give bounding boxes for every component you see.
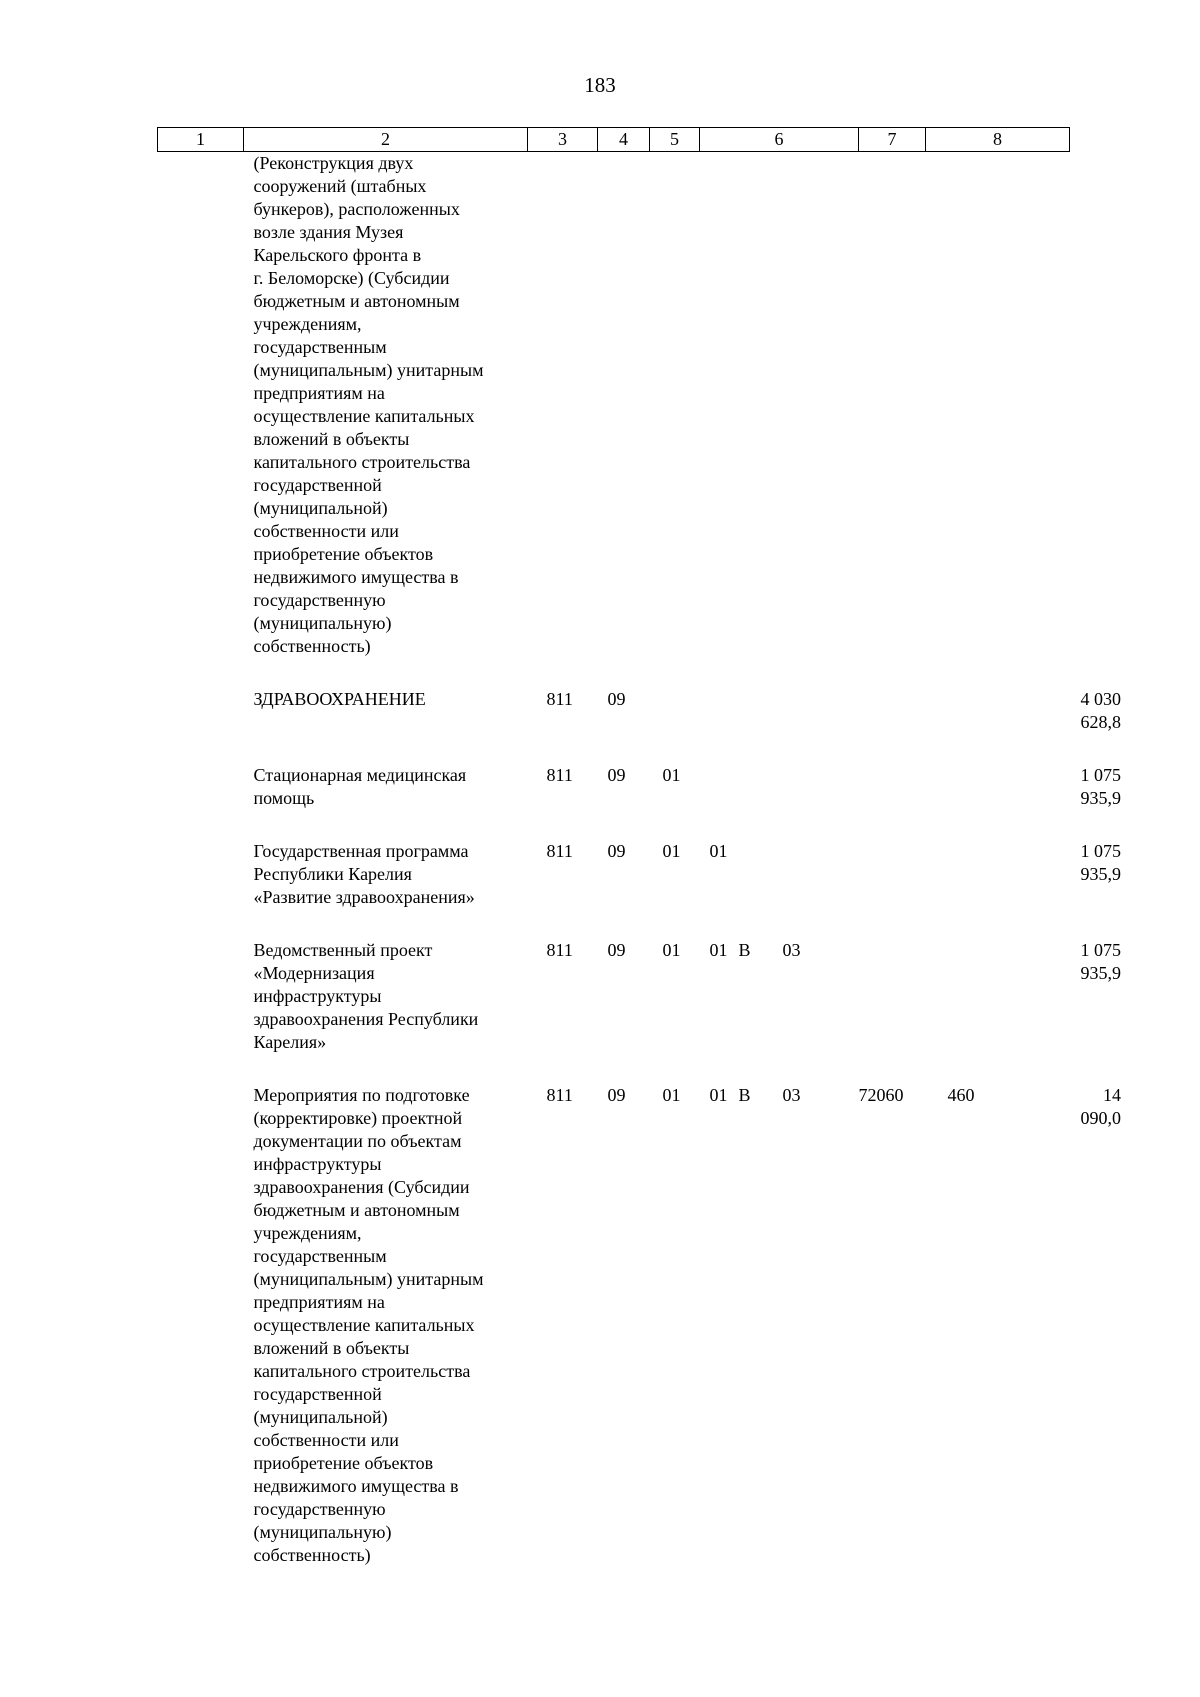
item-name-line: здравоохранения (Субсидии (253, 1177, 470, 1197)
ved-code (528, 152, 598, 689)
item-name-line: ЗДРАВООХРАНЕНИЕ (253, 689, 426, 709)
item-name (244, 152, 528, 689)
item-name-line: возле здания Музея (253, 222, 404, 242)
target-letter-code: В (738, 940, 751, 960)
subsection-code (650, 152, 700, 689)
ved-code: 811 (546, 765, 573, 785)
item-name-line: (Реконструкция двух (253, 153, 414, 173)
expense-type-code (926, 764, 1070, 840)
target-program-code: 01 (709, 841, 728, 861)
column-header: 6 (700, 128, 859, 152)
column-header: 8 (926, 128, 1070, 152)
page-number: 183 (584, 73, 616, 97)
item-name-line: капитального строительства (253, 452, 471, 472)
section-code: 09 (607, 689, 626, 709)
column-header: 1 (158, 128, 244, 152)
item-name-line: Карельского фронта в (253, 245, 422, 265)
item-name (244, 939, 528, 1084)
ved-code: 811 (546, 940, 573, 960)
target-program-code (700, 152, 739, 689)
subsection-code (650, 688, 700, 764)
item-name-line: Государственная программа (253, 841, 469, 861)
target-direction-code (859, 840, 926, 939)
expense-type-code: 460 (947, 1085, 975, 1105)
target-project-code (781, 688, 859, 764)
item-name-line: (корректировке) проектной (253, 1108, 463, 1128)
header-row (158, 128, 1132, 152)
target-letter-code (739, 152, 781, 689)
item-name-line: Мероприятия по подготовке (253, 1085, 470, 1105)
item-name-line: помощь (253, 788, 315, 808)
item-name-line: государственным (253, 1246, 387, 1266)
column-header: 3 (528, 128, 598, 152)
table-row (158, 939, 1132, 1084)
target-letter-code (739, 764, 781, 840)
item-name-line: бюджетным и автономным (253, 1200, 460, 1220)
target-direction-code: 72060 (858, 1085, 904, 1105)
subsection-code: 01 (662, 841, 681, 861)
item-name (244, 840, 528, 939)
item-name-line: учреждениям, (253, 314, 362, 334)
ved-code: 811 (546, 689, 573, 709)
item-name-line: (муниципальную) (253, 613, 392, 633)
target-direction-code (859, 152, 926, 689)
item-name-line: недвижимого имущества в (253, 567, 459, 587)
amount (1070, 152, 1131, 689)
expense-type-code (926, 688, 1070, 764)
amount: 1 075 935,9 (1080, 765, 1121, 808)
item-name-line: здравоохранения Республики (253, 1009, 479, 1029)
expense-type-code (926, 152, 1070, 689)
row-number-cell (158, 1084, 244, 1597)
target-project-code (781, 764, 859, 840)
item-name-line: инфраструктуры (253, 1154, 382, 1174)
amount: 1 075 935,9 (1080, 841, 1121, 884)
item-name-line: сооружений (штабных (253, 176, 427, 196)
column-header: 2 (244, 128, 528, 152)
table-row (158, 688, 1132, 764)
target-direction-code (859, 764, 926, 840)
target-program-code: 01 (709, 940, 728, 960)
item-name-line: Республики Карелия (253, 864, 412, 884)
item-name-line: Стационарная медицинская (253, 765, 467, 785)
item-name-line: учреждениям, (253, 1223, 362, 1243)
item-name-line: г. Беломорске) (Субсидии (253, 268, 450, 288)
item-name-line: бункеров), расположенных (253, 199, 460, 219)
item-name-line: собственности или (253, 521, 399, 541)
table-row (158, 840, 1132, 939)
item-name-line: приобретение объектов (253, 544, 434, 564)
ved-code: 811 (546, 841, 573, 861)
target-project-code (781, 840, 859, 939)
column-header: 7 (859, 128, 926, 152)
item-name-line: (муниципальной) (253, 1407, 388, 1427)
column-header: 5 (650, 128, 700, 152)
item-name-line: собственность) (253, 1545, 371, 1565)
item-name-line: инфраструктуры (253, 986, 382, 1006)
item-name-line: предприятиям на (253, 383, 385, 403)
table-row (158, 152, 1132, 689)
item-name-line: бюджетным и автономным (253, 291, 460, 311)
row-number-cell (158, 764, 244, 840)
item-name-line: государственной (253, 1384, 382, 1404)
target-direction-code (859, 939, 926, 1084)
section-code: 09 (607, 1085, 626, 1105)
subsection-code: 01 (662, 940, 681, 960)
section-code: 09 (607, 765, 626, 785)
amount: 4 030 628,8 (1080, 689, 1121, 732)
expense-type-code (926, 939, 1070, 1084)
item-name-line: Ведомственный проект (253, 940, 433, 960)
section-code (598, 152, 650, 689)
item-name-line: «Развитие здравоохранения» (253, 887, 475, 907)
target-program-code (700, 764, 739, 840)
target-direction-code (859, 688, 926, 764)
item-name-line: (муниципальным) унитарным (253, 360, 484, 380)
target-project-code: 03 (782, 1085, 801, 1105)
subsection-code: 01 (662, 765, 681, 785)
item-name (244, 764, 528, 840)
budget-table (157, 127, 1131, 1597)
item-name (244, 1084, 528, 1597)
item-name-line: предприятиям на (253, 1292, 385, 1312)
item-name-line: вложений в объекты (253, 1338, 410, 1358)
item-name-line: осуществление капитальных (253, 1315, 475, 1335)
item-name-line: государственную (253, 590, 386, 610)
target-letter-code (739, 840, 781, 939)
item-name-line: «Модернизация (253, 963, 375, 983)
item-name-line: документации по объектам (253, 1131, 462, 1151)
item-name-line: Карелия» (253, 1032, 327, 1052)
item-name-line: недвижимого имущества в (253, 1476, 459, 1496)
item-name-line: осуществление капитальных (253, 406, 475, 426)
row-number-cell (158, 152, 244, 689)
target-program-code (700, 688, 739, 764)
subsection-code: 01 (662, 1085, 681, 1105)
table-row (158, 764, 1132, 840)
target-project-code: 03 (782, 940, 801, 960)
row-number-cell (158, 939, 244, 1084)
item-name-line: приобретение объектов (253, 1453, 434, 1473)
item-name-line: (муниципальной) (253, 498, 388, 518)
amount: 14 090,0 (1080, 1085, 1121, 1128)
section-code: 09 (607, 841, 626, 861)
item-name-line: (муниципальным) унитарным (253, 1269, 484, 1289)
section-code: 09 (607, 940, 626, 960)
row-number-cell (158, 688, 244, 764)
item-name-line: государственную (253, 1499, 386, 1519)
item-name-line: капитального строительства (253, 1361, 471, 1381)
table-body (158, 152, 1132, 1598)
row-number-cell (158, 840, 244, 939)
target-letter-code: В (738, 1085, 751, 1105)
expense-type-code (926, 840, 1070, 939)
column-header: 4 (598, 128, 650, 152)
ved-code: 811 (546, 1085, 573, 1105)
target-project-code (781, 152, 859, 689)
item-name-line: государственной (253, 475, 382, 495)
item-name-line: собственности или (253, 1430, 399, 1450)
item-name-line: собственность) (253, 636, 371, 656)
amount: 1 075 935,9 (1080, 940, 1121, 983)
table-row (158, 1084, 1132, 1597)
item-name (244, 688, 528, 764)
target-letter-code (739, 688, 781, 764)
item-name-line: вложений в объекты (253, 429, 410, 449)
target-program-code: 01 (709, 1085, 728, 1105)
item-name-line: государственным (253, 337, 387, 357)
item-name-line: (муниципальную) (253, 1522, 392, 1542)
